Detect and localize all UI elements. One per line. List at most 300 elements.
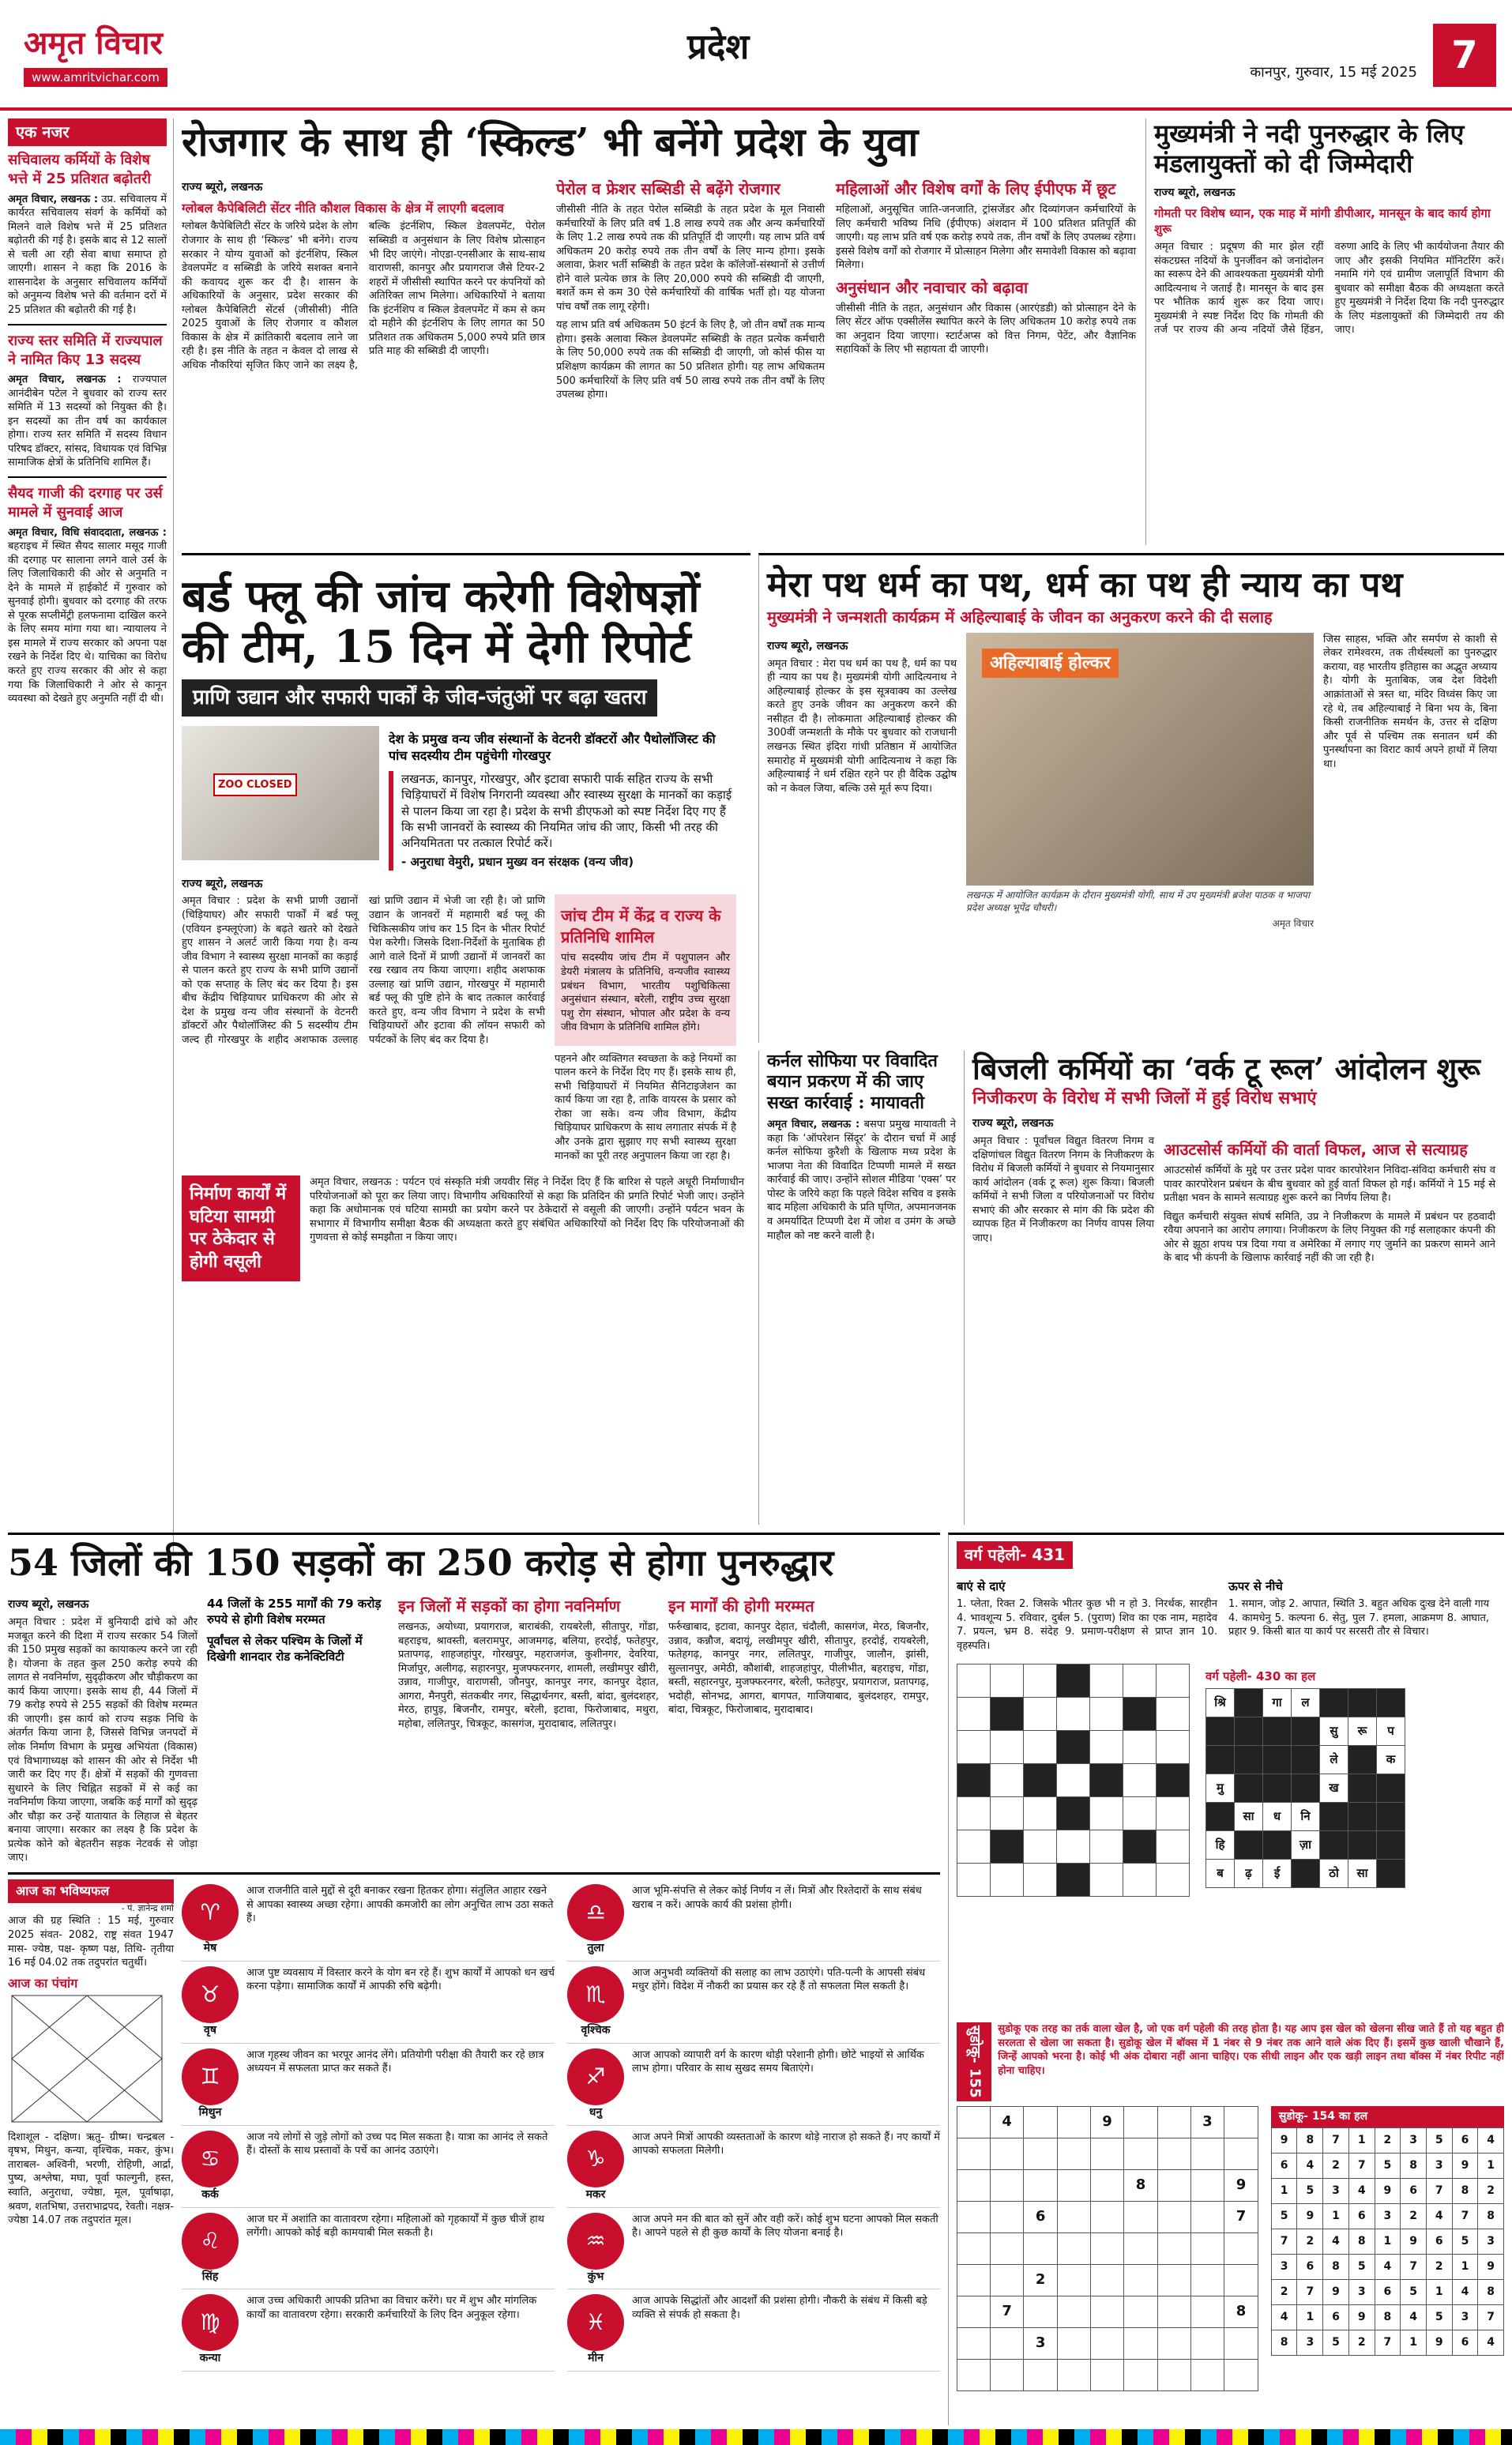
- grid-cell[interactable]: [1057, 2232, 1090, 2264]
- rashi-prediction: आज भूमि-संपत्ति से लेकर कोई निर्णय न लें। मित्रों और रिश्तेदारों के साथ संबंध खराब न करें। आपके कार्य की प्रशंसा होगी।: [632, 1885, 922, 1911]
- grid-row: [957, 1830, 1190, 1864]
- crossword-cell[interactable]: [1024, 1797, 1057, 1830]
- brief-title[interactable]: सचिवालय कर्मियों के विशेष भत्ते में 25 प्रतिशत बढ़ोतरी: [8, 152, 151, 188]
- grid-cell: [1263, 1774, 1292, 1802]
- zodiac-icon: ♐: [567, 2048, 624, 2105]
- crossword-cell[interactable]: [1090, 1664, 1123, 1698]
- rashi-name: कन्या: [199, 2352, 221, 2365]
- grid-cell: ब: [1206, 1859, 1235, 1887]
- crossword-cell: [1057, 1864, 1090, 1897]
- rashi-name: कुंभ: [587, 2270, 604, 2283]
- grid-cell[interactable]: 3: [1024, 2327, 1058, 2359]
- grid-cell[interactable]: [1024, 2169, 1058, 2201]
- grid-cell: 9: [1478, 2254, 1504, 2279]
- zodiac-icon: ♒: [567, 2213, 624, 2270]
- grid-cell[interactable]: [990, 2359, 1024, 2390]
- brief-title[interactable]: सैयद गाजी की दरगाह पर उर्स मामले में सुनवाई आज: [8, 484, 163, 521]
- grid-row: [957, 2201, 1258, 2232]
- grid-cell[interactable]: [1157, 2327, 1190, 2359]
- zodiac-icon: ♏: [567, 1966, 624, 2023]
- grid-cell: 7: [1401, 2254, 1427, 2279]
- grid-cell[interactable]: [1057, 2106, 1090, 2138]
- article-cols: [8, 1591, 940, 1864]
- rashi-prediction: आज अपने मित्रों आपकी व्यस्तताओं के कारण थोड़े नाराज हो सकते हैं। नए कार्यों में आपको सफलता मिलेगी।: [632, 2131, 940, 2157]
- info-box-title: पेरोल व फ्रेशर सब्सिडी से बढ़ेंगे रोजगार: [556, 179, 780, 198]
- grid-row: [957, 2138, 1258, 2169]
- grid-cell: [1206, 1745, 1235, 1774]
- grid-cell[interactable]: [1057, 2296, 1090, 2327]
- sudoku-intro: सुडोकू एक तरह का तर्क वाला खेल है, जो एक वर्ग पहेली की तरह होता है। यह आप इस खेल को खेलना सीख जाते हैं तो यह बहुत ही सरलता से खेला जा सकता है। सुडोकू खेल में बॉक्स में 1 नंबर से 9 नंबर तक आने वाले अंक दिए हैं। इसमें कुछ खाली चौखाने हैं, जिन्हें आपको भरना है। कोई भी अंक दोबारा नहीं आना चाहिए। एक सीधी लाइन और एक खड़ी लाइन तथा बॉक्स में नंबर रिपीट नहीं होना चाहिए।: [998, 2023, 1504, 2077]
- article-text-end: यह लाभ प्रति वर्ष अधिकतम 50 इंटर्न के लिए है, जो तीन वर्षों तक मान्य होगा। इसके अलावा स्किल डेवलपमेंट सब्सिडी के तहत प्रत्येक कर्मचारी के लिए 50,000 रुपये तक की सब्सिडी दी जाएगी, जो कोर्स फीस या प्रशिक्षण कार्यक्रम की लागत का 50 प्रतिशत होगी। यह लाभ अधिकतम 500 कर्मचारियों के लिए प्रति वर्ष 50 लाख रुपये तक तीन वर्षों के लिए उपलब्ध होगा।: [556, 319, 825, 401]
- grid-cell[interactable]: [1157, 2359, 1190, 2390]
- grid-row: [957, 2359, 1258, 2390]
- sudoku-title: सुडोकू- 155: [957, 2022, 991, 2101]
- crossword-cell[interactable]: [1123, 1664, 1157, 1698]
- grid-cell[interactable]: [990, 2327, 1024, 2359]
- bijli-article: [964, 1051, 1504, 1525]
- grid-cell: 4: [1348, 2178, 1375, 2203]
- grid-cell[interactable]: [1190, 2232, 1224, 2264]
- grid-cell[interactable]: [1024, 2232, 1058, 2264]
- crossword-cell[interactable]: [991, 1864, 1024, 1897]
- grid-cell: [1292, 1717, 1320, 1745]
- grid-cell: [1235, 1830, 1263, 1859]
- grid-cell: 5: [1375, 2153, 1401, 2178]
- rashi-sign: [567, 2131, 624, 2202]
- grid-cell: 2: [1348, 2330, 1375, 2355]
- article-headline[interactable]: 54 जिलों की 150 सड़कों का 250 करोड़ से होगा पुनरुद्धार: [8, 1541, 834, 1584]
- pull-quote: [389, 771, 736, 871]
- crossword-cell[interactable]: [1057, 1830, 1090, 1864]
- zodiac-icon: ♍: [182, 2294, 239, 2351]
- grid-cell[interactable]: 8: [1124, 2169, 1158, 2201]
- panchang-title: आज का पंचांग: [8, 1975, 174, 1992]
- article-headline[interactable]: की टीम, 15 दिन में देगी रिपोर्ट: [182, 621, 691, 674]
- kundali-chart: [8, 1992, 166, 2126]
- grid-cell[interactable]: [1090, 2138, 1124, 2169]
- grid-cell: 7: [1271, 2229, 1297, 2254]
- grid-row: [1271, 2127, 1503, 2153]
- grid-cell[interactable]: [990, 2264, 1024, 2296]
- district-list-col: [668, 1591, 929, 1864]
- grid-cell: 8: [1478, 2279, 1504, 2304]
- article-headline[interactable]: बिजली कर्मियों का ‘वर्क टू रूल’ आंदोलन शुरू: [972, 1051, 1480, 1086]
- grid-cell: सु: [1320, 1717, 1348, 1745]
- zodiac-icon: ♉: [182, 1966, 239, 2023]
- crossword-cell[interactable]: [1024, 1664, 1057, 1698]
- horoscope-section: [8, 1872, 940, 2425]
- grid-cell[interactable]: 7: [990, 2296, 1024, 2327]
- grid-cell[interactable]: [990, 2201, 1024, 2232]
- grid-row: [1206, 1859, 1405, 1887]
- crossword-cell[interactable]: [991, 1764, 1024, 1797]
- rashi-prediction: आज पुष्ट व्यवसाय में विस्तार करने के योग बन रहे हैं। शुभ कार्यों में आपको धन खर्च करना पड़ेगा। सामाजिक कार्यों में आपकी रुचि बढ़ेगी।: [246, 1966, 555, 1993]
- grid-cell: 1: [1401, 2330, 1427, 2355]
- crossword-cell[interactable]: [1157, 1698, 1190, 1731]
- grid-cell[interactable]: [1124, 2296, 1158, 2327]
- crossword-cell[interactable]: [1123, 1764, 1157, 1797]
- sudoku-grids: [957, 2106, 1504, 2391]
- crossword-cell[interactable]: [991, 1797, 1024, 1830]
- grid-cell: 6: [1401, 2178, 1427, 2203]
- grid-cell[interactable]: [1224, 2232, 1258, 2264]
- grid-row: [957, 2169, 1258, 2201]
- crossword-cell[interactable]: [957, 1698, 991, 1731]
- grid-row: [957, 1664, 1190, 1698]
- grid-row: [1271, 2203, 1503, 2229]
- zodiac-icon: ♌: [182, 2213, 239, 2270]
- grid-cell[interactable]: [1157, 2296, 1190, 2327]
- rashi-item: [567, 2208, 940, 2290]
- article-headline[interactable]: रोजगार के साथ ही ‘स्किल्ड’ भी बनेंगे प्रदेश के युवा: [182, 118, 919, 165]
- crossword-cell[interactable]: [991, 1731, 1024, 1764]
- rashi-prediction: आज घर में अशांति का वातावरण रहेगा। महिलाओं को गृहकार्यों में कुछ चीजें हाथ लगेंगी। आपको कोई बड़ी कामयाबी मिल सकती है।: [246, 2213, 544, 2240]
- article-headline[interactable]: बर्ड फ्लू की जांच करेगी विशेषज्ञों: [182, 570, 700, 623]
- grid-cell: [1320, 1802, 1348, 1830]
- crossword-cell[interactable]: [1123, 1797, 1157, 1830]
- grid-cell: 5: [1401, 2279, 1427, 2304]
- crossword-cell[interactable]: [1157, 1797, 1190, 1830]
- grid-cell: 9: [1401, 2229, 1427, 2254]
- info-box-text: पांच सदस्यीय जांच टीम में पशुपालन और डेयरी मंत्रालय के प्रतिनिधि, वन्यजीव स्वास्थ्य प्रबंधन विभाग, भारतीय पशुचिकित्सा अनुसंधान संस्थान, बरेली, राष्ट्रीय उच्च सुरक्षा पशु रोग संस्थान, भोपाल और प्रदेश के वन्य जीव विभाग के प्रतिनिधि शामिल होंगे।: [561, 952, 730, 1034]
- grid-cell: 6: [1297, 2254, 1323, 2279]
- grid-cell: 6: [1452, 2330, 1478, 2355]
- grid-cell: सा: [1348, 1859, 1377, 1887]
- divider: [8, 324, 167, 325]
- grid-cell: [1348, 1774, 1377, 1802]
- grid-cell[interactable]: [1190, 2359, 1224, 2390]
- grid-cell: 3: [1348, 2279, 1375, 2304]
- grid-cell[interactable]: [1190, 2201, 1224, 2232]
- grid-cell: 4: [1426, 2203, 1452, 2229]
- grid-cell: [1377, 1859, 1405, 1887]
- grid-cell[interactable]: [1157, 2232, 1190, 2264]
- crossword-cell[interactable]: [1157, 1830, 1190, 1864]
- grid-cell: 1: [1478, 2153, 1504, 2178]
- grid-cell: 9: [1375, 2178, 1401, 2203]
- grid-cell: 6: [1426, 2229, 1452, 2254]
- down-clues: [1228, 1574, 1489, 1657]
- crossword-grid[interactable]: [957, 1664, 1190, 1897]
- grid-cell[interactable]: [957, 2138, 991, 2169]
- grid-cell[interactable]: [1090, 2232, 1124, 2264]
- grid-cell[interactable]: 8: [1224, 2296, 1258, 2327]
- grid-cell[interactable]: [990, 2232, 1024, 2264]
- crossword-title: वर्ग पहेली- 431: [957, 1541, 1073, 1569]
- crossword-grids: [957, 1664, 1504, 1897]
- grid-cell[interactable]: [1057, 2327, 1090, 2359]
- crossword-cell[interactable]: [1024, 1731, 1057, 1764]
- sudoku-intro-row: [957, 2022, 1504, 2101]
- grid-cell[interactable]: 3: [1190, 2106, 1224, 2138]
- grid-cell: ल: [1292, 1688, 1320, 1717]
- grid-cell: [1235, 1745, 1263, 1774]
- grid-cell: 3: [1297, 2330, 1323, 2355]
- grid-row: [957, 1731, 1190, 1764]
- grid-cell: 9: [1297, 2203, 1323, 2229]
- grid-cell[interactable]: [1190, 2138, 1224, 2169]
- grid-cell[interactable]: 9: [1090, 2106, 1124, 2138]
- grid-cell[interactable]: [1124, 2201, 1158, 2232]
- newspaper-logo[interactable]: अमृत विचार: [24, 24, 163, 62]
- grid-row: [1206, 1688, 1405, 1717]
- grid-cell: 3: [1375, 2203, 1401, 2229]
- edition-date: कानपुर, गुरुवार, 15 मई 2025: [1250, 64, 1417, 81]
- crossword-cell[interactable]: [957, 1797, 991, 1830]
- photo-row: [182, 726, 750, 871]
- grid-cell[interactable]: [1124, 2327, 1158, 2359]
- crossword-cell[interactable]: [1090, 1797, 1123, 1830]
- grid-cell[interactable]: [1224, 2359, 1258, 2390]
- grid-cell[interactable]: [957, 2359, 991, 2390]
- info-box-title: गोमती पर विशेष ध्यान, एक माह में मांगी डीपीआर, मानसून के बाद कार्य होगा शुरू: [1154, 205, 1491, 236]
- article-side-col: [555, 894, 736, 1168]
- crossword-cell: [1157, 1764, 1190, 1797]
- rashi-prediction: आज गृहस्थ जीवन का भरपूर आनंद लेंगे। प्रतियोगी परीक्षा की तैयारी कर रहे छात्र अध्ययन में सफलता प्राप्त कर सकते हैं।: [246, 2048, 544, 2075]
- crossword-answer-grid: [1205, 1688, 1405, 1888]
- grid-cell: 8: [1271, 2330, 1297, 2355]
- grid-cell[interactable]: [957, 2296, 991, 2327]
- crossword-cell[interactable]: [1090, 1731, 1123, 1764]
- rashi-sign: [182, 2048, 239, 2120]
- zodiac-icon: ♈: [182, 1884, 239, 1941]
- clues-text: 1. समान, जोड़ 2. आपात, स्थिति 3. बहुत अधिक दुःख देने वाली गाय 4. कामधेनु 5. कल्पना 6. सेतु, पुल 7. हमला, आक्रमण 8. आघात, प्रहार 9. किसी बात या कार्य पर सरसरी तौर से विचार।: [1228, 1598, 1489, 1638]
- grid-row: [1206, 1774, 1405, 1802]
- nirman-text: अमृत विचार, लखनऊ : पर्यटन एवं संस्कृति मंत्री जयवीर सिंह ने निर्देश दिए हैं कि बारिश से पहले अधूरी निर्माणाधीन परियोजनाओं को पूरा कर लिया जाए। विभागीय अधिकारियों से कहा कि प्रतिदिन की प्रगति रिपोर्ट भेजी जाए। उन्होंने कहा कि अधोमानक एवं घटिया सामग्री का प्रयोग करने पर ठेकेदारों से वसूली की जाएगी। उन्होंने पर्यटन भवन के सभागार में विभागीय समीक्षा बैठक की अध्यक्षता करते हुए संबंधित अधिकारियों को निर्देश दिए कि परियोजनाओं की गुणवत्ता से कोई समझौता न किया जाए।: [310, 1176, 744, 1244]
- grid-row: [1271, 2279, 1503, 2304]
- grid-cell[interactable]: [1157, 2138, 1190, 2169]
- grid-cell[interactable]: [1057, 2264, 1090, 2296]
- across-clues: [957, 1574, 1217, 1657]
- grid-cell: 1: [1375, 2229, 1401, 2254]
- district-list-col: [398, 1591, 659, 1864]
- info-box-title: अनुसंधान और नवाचार को बढ़ावा: [836, 277, 1029, 297]
- grid-cell: [1320, 1830, 1348, 1859]
- grid-cell[interactable]: [1224, 2138, 1258, 2169]
- rashi-name: वृश्चिक: [581, 2023, 611, 2037]
- grid-cell[interactable]: [1190, 2296, 1224, 2327]
- zoo-closed-photo: [182, 726, 379, 860]
- crossword-cell[interactable]: [1157, 1864, 1190, 1897]
- brief-body: बहराइच में स्थित सैयद सालार मसूद गाजी की दरगाह पर सालाना लगने वाले उर्स के लिए जिलाधिकारी की ओर से अनुमति न देने के मामले में हाईकोर्ट में गुरुवार को सुनवाई होगी। बुधवार को दरगाह की तरफ से पूरक सप्लीमेंट्री हलफनामा दाखिल करने के लिए समय मांगा गया था। न्यायालय ने इस मामले में राज्य सरकार को अपना पक्ष रखने के निर्देश दिए थे। याचिका का विरोध करते हुए राज्य सरकार की ओर से कहा गया कि जिलाधिकारी ने ओर से कानून व्यवस्था को देखते हुए अनुमति नहीं दी थी।: [8, 540, 167, 705]
- team-info-box: [555, 894, 736, 1045]
- grid-row: [957, 2106, 1258, 2138]
- grid-cell: 2: [1401, 2203, 1427, 2229]
- article-side-col: [1164, 1134, 1495, 1270]
- grid-cell: मु: [1206, 1774, 1235, 1802]
- grid-cell[interactable]: [1090, 2264, 1124, 2296]
- crossword-cell: [1057, 1797, 1090, 1830]
- crossword-cell[interactable]: [1057, 1698, 1090, 1731]
- grid-cell: 9: [1271, 2127, 1297, 2153]
- grid-cell[interactable]: [1024, 2359, 1058, 2390]
- article-main-col: [767, 633, 957, 931]
- info-box-title: महिलाओं और विशेष वर्गों के लिए ईपीएफ में छूट: [836, 179, 1116, 198]
- grid-cell[interactable]: [1124, 2106, 1158, 2138]
- crossword-cell[interactable]: [1024, 1830, 1057, 1864]
- grid-cell[interactable]: [1057, 2359, 1090, 2390]
- grid-cell[interactable]: [1057, 2169, 1090, 2201]
- grid-cell[interactable]: [1190, 2264, 1224, 2296]
- grid-cell: 1: [1323, 2203, 1349, 2229]
- article-headline[interactable]: मेरा पथ धर्म का पथ, धर्म का पथ ही न्याय का पथ: [767, 565, 1403, 605]
- grid-cell[interactable]: [1090, 2169, 1124, 2201]
- grid-row: [1206, 1830, 1405, 1859]
- grid-cell: 9: [1323, 2279, 1349, 2304]
- grid-row: [957, 2296, 1258, 2327]
- grid-cell[interactable]: [1057, 2138, 1090, 2169]
- grid-cell[interactable]: 4: [990, 2106, 1024, 2138]
- grid-cell: 3: [1426, 2153, 1452, 2178]
- grid-cell[interactable]: [1024, 2106, 1058, 2138]
- article-text: अमृत विचार : प्रदेश के सभी प्राणी उद्यानों (चिड़ियाघर) और सफारी पार्कों में बर्ड फ्लू (एवियन इन्फ्लूएंजा) के बढ़ते खतरे को देखते हुए शासन ने अलर्ट जारी किया गया है। वन्य जीव विभाग ने स्वास्थ्य सुरक्षा मानकों का कड़ाई से पालन करते हुए राज्य के सभी प्राणि उद्यानों को एक सप्ताह के लिए बंद कर दिया है। इस बीच केंद्रीय चिड़ियाघर प्राधिकरण की ओर से देश के प्रमुख वन्य जीव संस्थानों के वेटनरी डॉक्टरों और पैथोलॉजिस्ट की 5 सदस्यीय टीम जल्द ही गोरखपुर के शहीद अशफाक उल्लाह खां प्राणि उद्यान में भेजी जा रही है। जो प्राणि उद्यान के जानवरों में महामारी बर्ड फ्लू की चिकित्सकीय जांच कर 15 दिन के भीतर रिपोर्ट पेश करेगी। जिसके दिशा-निर्देशों के मुताबिक ही आगे वाले दिनों में प्राणी उद्यानों में जानवरों का रख रखाव तय किया जाएगा। शहीद अशफाक उल्लाह खां प्राणि उद्यान, गोरखपुर में महामारी बर्ड फ्लू की पुष्टि होने के बाद तत्काल कार्रवाई करते हुए, वन्य जीव विभाग ने प्रदेश के सभी चिड़ियाघरों और इटावा की लॉयन सफारी को पर्यटकों के लिए बंद कर दिया है।: [182, 895, 545, 1046]
- river-article: [1145, 118, 1504, 545]
- grid-cell[interactable]: [990, 2169, 1024, 2201]
- crossword-cell[interactable]: [1123, 1864, 1157, 1897]
- grid-cell[interactable]: [1090, 2201, 1124, 2232]
- rashi-name: वृष: [204, 2023, 216, 2037]
- grid-cell: 2: [1297, 2229, 1323, 2254]
- article-headline[interactable]: कर्नल सोफिया पर विवादित बयान प्रकरण में की जाए सख्त कार्रवाई : मायावती: [767, 1051, 938, 1113]
- crossword-cell[interactable]: [1157, 1664, 1190, 1698]
- rashi-prediction: आज राजनीति वाले मुद्दों से दूरी बनाकर रखना हितकर होगा। संतुलित आहार रखने से आपका स्वास्थ्य अच्छा रहेगा। आपकी कमजोरी का लोग अनुचित लाभ उठा सकते हैं।: [246, 1885, 554, 1925]
- grid-cell: [1348, 1688, 1377, 1717]
- grid-cell: 3: [1401, 2127, 1427, 2153]
- grid-cell[interactable]: [1124, 2264, 1158, 2296]
- grid-cell: 7: [1452, 2203, 1478, 2229]
- grid-cell[interactable]: [1224, 2264, 1258, 2296]
- nirman-box[interactable]: निर्माण कार्यों में घटिया सामग्री पर ठेकेदार से होगी वसूली: [182, 1175, 300, 1281]
- grid-cell: 9: [1426, 2330, 1452, 2355]
- grid-cell[interactable]: [957, 2232, 991, 2264]
- grid-row: [1271, 2254, 1503, 2279]
- brief-title[interactable]: राज्य स्तर समिति में राज्यपाल ने नामित किए 13 सदस्य: [8, 332, 163, 368]
- grid-cell[interactable]: 9: [1224, 2169, 1258, 2201]
- grid-cell[interactable]: [957, 2106, 991, 2138]
- grid-cell[interactable]: [957, 2264, 991, 2296]
- grid-cell: ध: [1263, 1802, 1292, 1830]
- rashi-sign: [182, 2131, 239, 2202]
- crossword-cell[interactable]: [957, 1664, 991, 1698]
- brief-body: राज्यपाल आनंदीबेन पटेल ने बुधवार को राज्य स्तर समिति में 13 सदस्यों को नियुक्त की है। इन सदस्यों का तीन वर्ष का कार्यकाल होगा। राज्य स्तर समिति में सदस्य विधान परिषद डॉक्टर, सांसद, विधायक एवं विभिन्न सामाजिक क्षेत्रों के प्रतिनिधि शामिल हैं।: [8, 374, 167, 469]
- crossword-cell: [1123, 1830, 1157, 1864]
- zodiac-icon: ♎: [567, 1884, 624, 1941]
- article-text: अमृत विचार : मेरा पथ धर्म का पथ है, धर्म का पथ ही न्याय का पथ है। मुख्यमंत्री योगी आदित्यनाथ ने अहिल्याबाई होल्कर के इस सूत्रवाक्य का उल्लेख करते हुए उनके जीवन का अनुकरण करने की नसीहत दी है। लोकमाता अहिल्याबाई होल्कर की 300वीं जन्मशती के मौके पर बुधवार को राजधानी लखनऊ स्थित इंदिरा गांधी प्रतिष्ठान में आयोजित समारोह में मुख्यमंत्री योगी आदित्यनाथ ने कहा कि अहिल्याबाई ने धर्म रक्षित रहने पर ही वैदिक उद्घोष को न केवल जिया, बल्कि उसे मूर्त रूप दिया।: [767, 657, 957, 795]
- grid-cell[interactable]: [1124, 2232, 1158, 2264]
- grid-row: [957, 2264, 1258, 2296]
- grid-cell[interactable]: [1090, 2359, 1124, 2390]
- grid-cell[interactable]: [1157, 2169, 1190, 2201]
- grid-row: [1271, 2178, 1503, 2203]
- grid-cell[interactable]: 6: [1024, 2201, 1058, 2232]
- grid-cell[interactable]: [1124, 2138, 1158, 2169]
- grid-cell: 7: [1426, 2178, 1452, 2203]
- crossword-cell[interactable]: [1157, 1731, 1190, 1764]
- divider: [8, 476, 167, 478]
- crossword-cell[interactable]: [1090, 1830, 1123, 1864]
- grid-cell: 6: [1271, 2153, 1297, 2178]
- grid-cell[interactable]: [1157, 2106, 1190, 2138]
- crossword-cell[interactable]: [1123, 1731, 1157, 1764]
- grid-cell: 1: [1426, 2279, 1452, 2304]
- grid-cell: 5: [1426, 2304, 1452, 2330]
- grid-cell: ठो: [1320, 1859, 1348, 1887]
- grid-cell: 1: [1452, 2254, 1478, 2279]
- grid-cell[interactable]: [1157, 2264, 1190, 2296]
- grid-cell[interactable]: [1124, 2359, 1158, 2390]
- crossword-cell[interactable]: [957, 1731, 991, 1764]
- crossword-cell[interactable]: [1090, 1864, 1123, 1897]
- grid-cell[interactable]: [1190, 2327, 1224, 2359]
- grid-cell[interactable]: [1157, 2201, 1190, 2232]
- grid-cell: गा: [1263, 1688, 1292, 1717]
- grid-cell[interactable]: [957, 2201, 991, 2232]
- info-box-text: आउटसोर्स कर्मियों के मुद्दे पर उत्तर प्रदेश पावर कारपोरेशन निविदा-संविदा कर्मचारी संघ व पावर कारपोरेशन प्रबंधन के बीच बुधवार को हुई वार्ता विफल हो गई। कर्मियों ने 15 मई से प्रतीक्षा भवन के सामने सत्याग्रह शुरू करने का निर्णय लिया है।: [1164, 1164, 1495, 1205]
- grid-cell[interactable]: [1190, 2169, 1224, 2201]
- crossword-cell[interactable]: [957, 1864, 991, 1897]
- website-link[interactable]: www.amritvichar.com: [24, 68, 167, 87]
- grid-cell: [1292, 1745, 1320, 1774]
- grid-cell: 8: [1401, 2153, 1427, 2178]
- rashi-sign: [182, 1884, 239, 1956]
- grid-cell: 8: [1348, 2229, 1375, 2254]
- grid-cell[interactable]: [1224, 2327, 1258, 2359]
- grid-cell: 6: [1323, 2304, 1349, 2330]
- article-body: बसपा प्रमुख मायावती ने कहा कि ‘ऑपरेशन सिंदूर’ के दौरान चर्चा में आई कर्नल सोफिया कुरैशी के खिलाफ मध्य प्रदेश के भाजपा नेता की विवादित टिप्पणी मामले में सख्त कार्रवाई की जाए। उन्होंने सोशल मीडिया ‘एक्स’ पर पोस्ट के जरिये कहा कि पहले विदेश सचिव व इसके बाद महिला अधिकारी के प्रति घृणित, अपमानजनक व अमर्यादित टिप्पणी देश में जोश व उमंग के अच्छे माहौल को नष्ट करने वाली है।: [767, 1119, 956, 1242]
- grid-cell: 5: [1452, 2229, 1478, 2254]
- brief-text: [8, 373, 167, 470]
- grid-cell[interactable]: [957, 2169, 991, 2201]
- grid-cell[interactable]: 2: [1024, 2264, 1058, 2296]
- grid-cell[interactable]: 7: [1224, 2201, 1258, 2232]
- grid-cell[interactable]: [1090, 2327, 1124, 2359]
- grid-cell: 3: [1478, 2229, 1504, 2254]
- crossword-cell[interactable]: [1024, 1864, 1057, 1897]
- article-text: अमृत विचार : प्रदेश में बुनियादी ढांचे को और मजबूत करने की दिशा में राज्य सरकार 54 जिलों की 150 प्रमुख सड़कों का कायाकल्प करने जा रही है। योजना के तहत कुल 250 करोड़ रुपये की लागत से नवनिर्माण, सुदृढ़ीकरण और चौड़ीकरण का कार्य किया जाएगा। इसके साथ ही, 44 जिलों में 79 करोड़ रुपये से 255 सड़कों की विशेष मरम्मत की जाएगी। इस कार्य को राज्य सड़क निधि के अंतर्गत किया जाना है, जिससे विभिन्न जनपदों में लोक निर्माण विभाग के प्रमुख अभियंता (विकास) एवं विभागाध्यक्ष को शासन की ओर से निर्देश भी जारी कर दिए गए हैं। क्षेत्रों में सड़कों की गुणवत्ता सुधारने के लिए चिह्नित सड़कों में से कई का नवनिर्माण किया जाएगा, जबकि कई मार्गों को सुदृढ़ और चौड़ा कर उन्हें यातायात के लिहाज से बेहतर बनाया जाएगा। सरकार का लक्ष्य है कि प्रदेश के प्रत्येक कोने को बेहतरीन सड़क नेटवर्क से जोड़ा जाए।: [8, 1616, 197, 1864]
- grid-cell[interactable]: [1224, 2106, 1258, 2138]
- grid-cell: 4: [1297, 2153, 1323, 2178]
- crossword-cell[interactable]: [1090, 1698, 1123, 1731]
- brief-body: उप्र. सचिवालय में कार्यरत सचिवालय संवर्ग के कर्मियों को मिलने वाले विशेष भत्ते में 25 प्रतिशत बढ़ोतरी की गई है। इसके बाद से 12 सालों से चली आ रही सेवा बाधा समाप्त हो जाएगी। शासन ने कहा कि 2016 के शासनादेश के अनुसार सचिवालय कर्मियों को अनुमन्य विशेष भत्ते की वर्तमान दरों में 25 प्रतिशत की बढ़ोतरी की गई है।: [8, 193, 167, 316]
- crossword-cell[interactable]: [991, 1664, 1024, 1698]
- article-cols: [972, 1134, 1504, 1270]
- grid-cell: नि: [1292, 1802, 1320, 1830]
- crossword-cell: [957, 1764, 991, 1797]
- grid-cell: 4: [1323, 2229, 1349, 2254]
- grid-cell[interactable]: [957, 2327, 991, 2359]
- grid-cell: 2: [1426, 2254, 1452, 2279]
- grid-cell[interactable]: [1090, 2296, 1124, 2327]
- grid-cell[interactable]: [990, 2138, 1024, 2169]
- brief-text: [8, 193, 167, 318]
- crossword-cell[interactable]: [1057, 1764, 1090, 1797]
- grid-cell[interactable]: [1024, 2138, 1058, 2169]
- rashi-sign: [567, 2294, 624, 2366]
- crossword-cell[interactable]: [957, 1830, 991, 1864]
- zoo-closed-sign: ZOO CLOSED: [213, 773, 297, 797]
- rashi-prediction: आज नये लोगों से जुड़े लोगों को उच्च पद मिल सकता है। यात्रा का आनंद ले सकते हैं। दोस्तों के साथ प्रस्तावों के पर्चे का आनंद उठाएंगे।: [246, 2131, 548, 2157]
- article-byline: राज्य ब्यूरो, लखनऊ: [8, 1598, 89, 1612]
- grid-cell: ढ़: [1235, 1859, 1263, 1887]
- sudoku-puzzle-grid[interactable]: [957, 2106, 1258, 2391]
- grid-cell[interactable]: [1024, 2296, 1058, 2327]
- crossword-cell[interactable]: [1024, 1698, 1057, 1731]
- article-headline[interactable]: मुख्यमंत्री ने नदी पुनरुद्धार के लिए मंडलायुक्तों को दी जिम्मेदारी: [1154, 118, 1465, 179]
- grid-cell[interactable]: [1057, 2201, 1090, 2232]
- grid-row: [1206, 1745, 1405, 1774]
- article-subhead: प्राणि उद्यान और सफारी पार्कों के जीव-जंतुओं पर बढ़ा खतरा: [182, 679, 657, 717]
- grid-cell: 4: [1271, 2304, 1297, 2330]
